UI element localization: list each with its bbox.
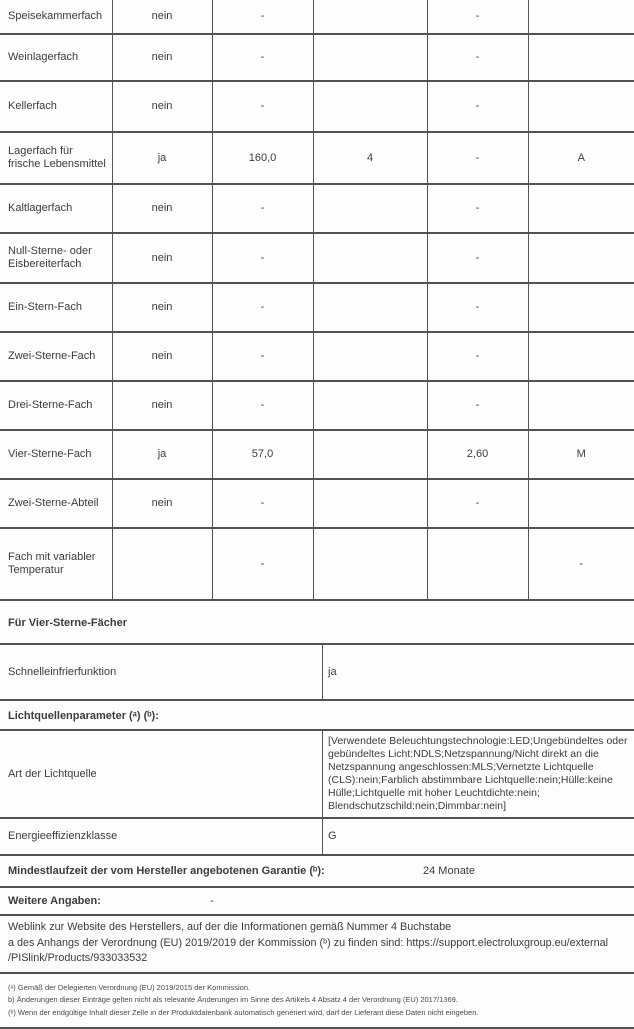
row-label: Energieeffizienzklasse [0, 818, 323, 855]
cell-value [528, 283, 634, 332]
light-parameters-table [0, 729, 634, 856]
table-row [0, 283, 634, 332]
table-row [0, 730, 634, 818]
cell-value: nein [112, 81, 212, 132]
additional-info-row [0, 888, 634, 916]
cell-value [313, 381, 427, 430]
cell-value: nein [112, 233, 212, 283]
additional-info-value: - [210, 895, 214, 907]
cell-value: - [212, 283, 313, 332]
cell-value [528, 381, 634, 430]
row-label: Drei-Sterne-Fach [0, 381, 112, 430]
four-star-heading: Für Vier-Sterne-Fächer [0, 601, 634, 643]
cell-value: ja [323, 644, 634, 700]
four-star-table [0, 643, 634, 701]
footnote: b) Änderungen dieser Einträge gelten nicht als relevante Änderungen im Sinne des Artikels 4 Absatz 4 der Verordnung (EU) 2017/1369. [8, 994, 630, 1007]
cell-value [528, 332, 634, 381]
cell-value: - [212, 381, 313, 430]
weblink-line: Weblink zur Website des Herstellers, auf der die Informationen gemäß Nummer 4 Buchstabe [8, 920, 630, 936]
cell-value: - [427, 233, 528, 283]
additional-info-label: Weitere Angaben: [8, 895, 101, 907]
footnotes [0, 974, 634, 1029]
cell-value: - [212, 184, 313, 233]
table-row [0, 81, 634, 132]
weblink-line: /PISlink/Products/933033532 [8, 951, 630, 967]
cell-value [427, 528, 528, 600]
cell-value [528, 34, 634, 81]
cell-value: nein [112, 0, 212, 34]
cell-value [313, 184, 427, 233]
cell-value: - [427, 81, 528, 132]
cell-value [313, 34, 427, 81]
table-row [0, 644, 634, 700]
cell-value: - [427, 381, 528, 430]
cell-value: 57,0 [212, 430, 313, 479]
cell-value: - [212, 0, 313, 34]
row-label: Lagerfach für frische Lebensmittel [0, 132, 112, 184]
table-row [0, 381, 634, 430]
table-row [0, 0, 634, 34]
light-parameters-heading: Lichtquellenparameter (ᵃ) (ᵇ): [0, 701, 634, 729]
cell-value: 160,0 [212, 132, 313, 184]
cell-value: M [528, 430, 634, 479]
table-row [0, 332, 634, 381]
row-label: Fach mit variabler Temperatur [0, 528, 112, 600]
row-label: Kaltlagerfach [0, 184, 112, 233]
cell-value: - [212, 233, 313, 283]
cell-value: nein [112, 332, 212, 381]
row-label: Null-Sterne- oder Eisbereiterfach [0, 233, 112, 283]
cell-value [313, 479, 427, 528]
cell-value: 4 [313, 132, 427, 184]
cell-value [528, 81, 634, 132]
guarantee-value: 24 Monate [423, 865, 475, 877]
cell-value: - [427, 184, 528, 233]
cell-value [528, 479, 634, 528]
cell-value: - [427, 332, 528, 381]
cell-value: ja [112, 132, 212, 184]
row-label: Ein-Stern-Fach [0, 283, 112, 332]
cell-value: nein [112, 381, 212, 430]
weblink-paragraph [0, 916, 634, 974]
cell-value: 2,60 [427, 430, 528, 479]
row-label: Zwei-Sterne-Abteil [0, 479, 112, 528]
row-label: Schnelleinfrierfunktion [0, 644, 323, 700]
weblink-line: a des Anhangs der Verordnung (EU) 2019/2019 der Kommission (ᵇ) zu finden sind: https://support.electroluxgroup.eu/external [8, 936, 630, 952]
row-label: Vier-Sterne-Fach [0, 430, 112, 479]
cell-value: - [427, 0, 528, 34]
cell-value [313, 332, 427, 381]
cell-value: - [528, 528, 634, 600]
cell-value: ja [112, 430, 212, 479]
cell-value [313, 233, 427, 283]
cell-value: - [212, 528, 313, 600]
table-row [0, 479, 634, 528]
cell-value [112, 528, 212, 600]
cell-value: nein [112, 479, 212, 528]
cell-value: - [427, 479, 528, 528]
cell-value: A [528, 132, 634, 184]
cell-value [313, 528, 427, 600]
row-label: Weinlagerfach [0, 34, 112, 81]
cell-value: - [212, 332, 313, 381]
row-label: Kellerfach [0, 81, 112, 132]
cell-value: nein [112, 34, 212, 81]
cell-value [528, 233, 634, 283]
cell-value: nein [112, 184, 212, 233]
cell-value: - [212, 81, 313, 132]
row-label: Zwei-Sterne-Fach [0, 332, 112, 381]
energy-class-value: G [323, 818, 634, 855]
light-source-value: [Verwendete Beleuchtungstechnologie:LED;Ungebündeltes oder gebündeltes Licht:NDLS;Netzspannung/Nicht direkt an die Netzspannung angeschlossen:MLS;Vernetzte Lichtquelle (CLS):nein;Farblich abstimmbare Lichtquelle:nein;Hülle:keine Hülle;Lichtquelle mit hoher Leuchtdichte:nein; Blendschutzschild:nein;Dimmbar:nein] [323, 730, 634, 818]
table-row [0, 184, 634, 233]
cell-value [313, 81, 427, 132]
cell-value: - [427, 283, 528, 332]
row-label: Speisekammerfach [0, 0, 112, 34]
table-row [0, 818, 634, 855]
cell-value: - [427, 132, 528, 184]
table-row [0, 132, 634, 184]
cell-value [313, 430, 427, 479]
cell-value [528, 0, 634, 34]
cell-value [313, 0, 427, 34]
table-row [0, 233, 634, 283]
guarantee-row [0, 856, 634, 888]
cell-value [528, 184, 634, 233]
table-row [0, 34, 634, 81]
cell-value: - [212, 479, 313, 528]
cell-value: nein [112, 283, 212, 332]
footnote: (ᵇ) Wenn der endgültige Inhalt dieser Zelle in der Produktdatenbank automatisch generiert wird, darf der Lieferant diese Daten nicht eingeben. [8, 1007, 630, 1020]
row-label: Art der Lichtquelle [0, 730, 323, 818]
table-row [0, 430, 634, 479]
cell-value [313, 283, 427, 332]
cell-value: - [212, 34, 313, 81]
cell-value: - [427, 34, 528, 81]
footnote: (ᵃ) Gemäß der Delegierten Verordnung (EU) 2019/2015 der Kommission. [8, 982, 630, 995]
guarantee-label: Mindestlaufzeit der vom Hersteller angebotenen Garantie (ᵇ): [8, 865, 325, 877]
table-row [0, 528, 634, 600]
